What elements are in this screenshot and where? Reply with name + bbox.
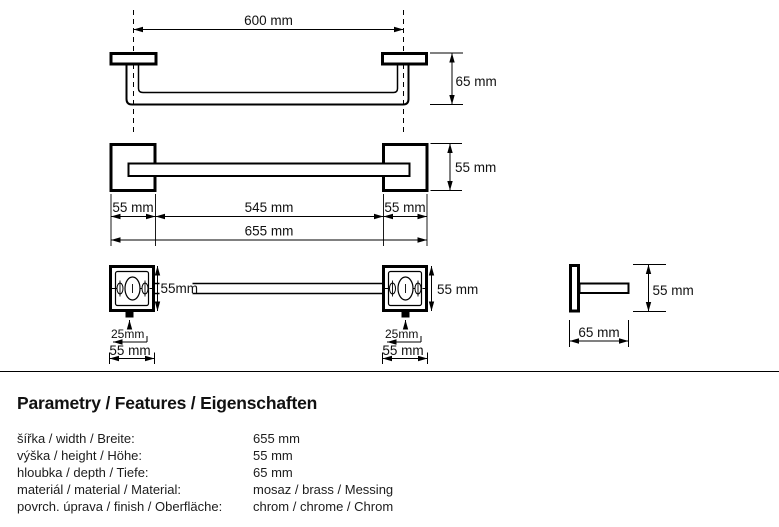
dim-55mm-height [431, 144, 497, 191]
dim-rows-below [111, 194, 427, 246]
dim-left-bar-profile [111, 320, 147, 342]
bar-section-right [402, 311, 410, 318]
spec-row-finish [17, 498, 393, 515]
bar-front [129, 164, 410, 177]
dim-655mm-label: 655 mm [244, 223, 294, 239]
spec-value: 65 mm [253, 465, 293, 480]
bar-section-left [126, 311, 134, 318]
wall-plate-side [571, 266, 579, 312]
dim-right-25mm-label: 25mm [385, 327, 419, 341]
spec-label: hloubka / depth / Tiefe: [17, 465, 149, 480]
bar-outline-outer [127, 65, 409, 105]
spec-table-title: Parametry / Features / Eigenschaften [17, 393, 318, 413]
left-plate-detail [111, 267, 154, 311]
dim-left-55mm-label: 55 mm [112, 200, 154, 215]
mount-detail-drawing [109, 266, 478, 364]
dim-left-25mm-label: 25mm [111, 327, 145, 341]
dim-600mm-label: 600 mm [244, 13, 293, 28]
front-view-drawing [111, 144, 496, 247]
dim-left-plate-width [109, 343, 154, 364]
dim-right-plate-height-label: 55 mm [437, 282, 479, 297]
spec-label: šířka / width / Breite: [17, 431, 135, 446]
section-divider [0, 371, 779, 372]
dim-55mm-height-label: 55 mm [455, 160, 497, 175]
right-plate-detail [384, 267, 427, 311]
spec-table [17, 430, 393, 515]
bar-outline-inner [139, 65, 398, 93]
dim-right-plate-height [432, 266, 479, 311]
dim-left-plate-height-label: 55mm [160, 281, 199, 296]
spec-value: 55 mm [253, 448, 293, 463]
dim-65mm-label: 65 mm [455, 74, 497, 89]
spec-value: 655 mm [253, 431, 300, 446]
dim-right-plate-width-label: 55 mm [382, 343, 424, 358]
top-view-drawing [111, 10, 497, 132]
spec-value: mosaz / brass / Messing [253, 482, 394, 497]
spec-row-height [17, 447, 393, 464]
spec-row-material [17, 481, 393, 498]
spec-label: výška / height / Höhe: [17, 448, 143, 463]
dim-65mm-depth [430, 53, 497, 105]
dim-side-55mm-label: 55 mm [652, 283, 694, 298]
dim-right-bar-profile [385, 320, 421, 342]
dim-side-55mm [633, 265, 694, 312]
spec-label: materiál / material / Material: [17, 482, 181, 497]
spec-label: povrch. úprava / finish / Oberfläche: [17, 499, 223, 514]
spec-row-width [17, 430, 393, 447]
right-mount-plate-top [383, 54, 427, 65]
dim-side-65mm [570, 320, 629, 347]
dim-left-plate-width-label: 55 mm [109, 343, 151, 358]
dim-545mm-label: 545 mm [244, 200, 294, 215]
dim-side-65mm-label: 65 mm [578, 325, 620, 340]
bar-side [580, 284, 629, 294]
left-mount-plate-top [111, 54, 156, 65]
spec-value: chrom / chrome / Chrom [253, 499, 394, 514]
dim-600mm [134, 13, 404, 30]
dim-left-plate-height [158, 266, 199, 311]
dim-right-55mm-label: 55 mm [384, 200, 426, 215]
dim-right-plate-width [382, 343, 427, 364]
side-view-drawing [570, 265, 694, 348]
spec-row-depth [17, 464, 393, 481]
